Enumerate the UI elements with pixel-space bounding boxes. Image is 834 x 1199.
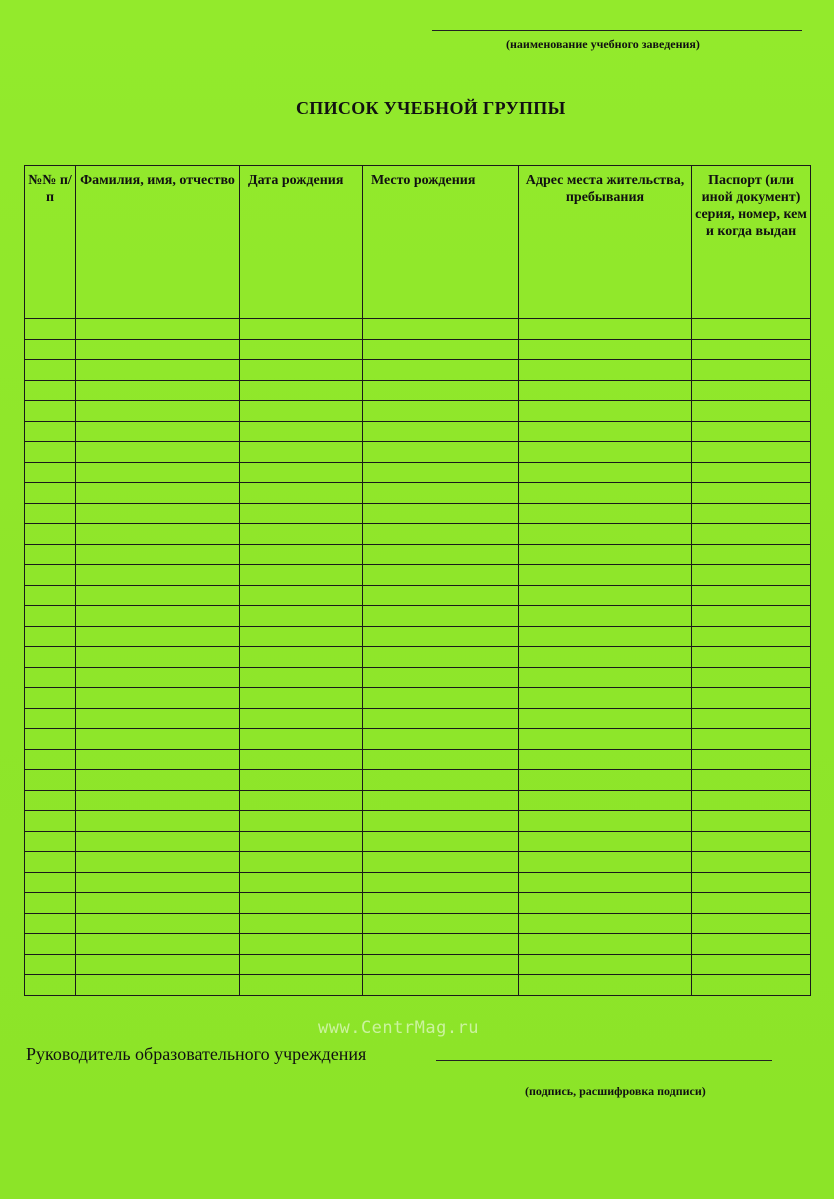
column-header-passport: Паспорт (или иной документ) серия, номер, кем и когда выдан: [692, 166, 811, 319]
table-cell[interactable]: [692, 790, 811, 811]
table-cell[interactable]: [692, 913, 811, 934]
table-cell[interactable]: [240, 893, 363, 914]
table-cell[interactable]: [519, 831, 692, 852]
table-cell[interactable]: [25, 626, 76, 647]
table-cell[interactable]: [240, 380, 363, 401]
table-cell[interactable]: [25, 811, 76, 832]
table-row: [25, 913, 811, 934]
table-cell[interactable]: [240, 360, 363, 381]
table-cell[interactable]: [76, 770, 240, 791]
table-row: [25, 708, 811, 729]
table-cell[interactable]: [25, 975, 76, 996]
table-cell[interactable]: [692, 339, 811, 360]
table-cell[interactable]: [363, 852, 519, 873]
table-cell[interactable]: [692, 708, 811, 729]
signature-line: [436, 1060, 772, 1061]
table-cell[interactable]: [363, 749, 519, 770]
table-row: [25, 339, 811, 360]
table-cell[interactable]: [240, 401, 363, 422]
table-cell[interactable]: [692, 688, 811, 709]
table-cell[interactable]: [76, 524, 240, 545]
table-cell[interactable]: [240, 688, 363, 709]
table-cell[interactable]: [25, 688, 76, 709]
table-cell[interactable]: [76, 811, 240, 832]
table-cell[interactable]: [76, 975, 240, 996]
table-cell[interactable]: [519, 647, 692, 668]
table-cell[interactable]: [519, 524, 692, 545]
table-cell[interactable]: [363, 585, 519, 606]
table-cell[interactable]: [519, 339, 692, 360]
table-cell[interactable]: [25, 708, 76, 729]
table-cell[interactable]: [692, 380, 811, 401]
table-cell[interactable]: [76, 729, 240, 750]
table-cell[interactable]: [363, 462, 519, 483]
table-cell[interactable]: [363, 954, 519, 975]
table-cell[interactable]: [363, 421, 519, 442]
table-cell[interactable]: [692, 503, 811, 524]
table-cell[interactable]: [519, 401, 692, 422]
institution-name-line: [432, 30, 802, 31]
table-row: [25, 442, 811, 463]
table-cell[interactable]: [76, 483, 240, 504]
table-cell[interactable]: [25, 729, 76, 750]
table-cell[interactable]: [519, 893, 692, 914]
table-cell[interactable]: [25, 667, 76, 688]
table-cell[interactable]: [692, 360, 811, 381]
table-cell[interactable]: [519, 503, 692, 524]
table-cell[interactable]: [25, 831, 76, 852]
table-cell[interactable]: [519, 770, 692, 791]
table-cell[interactable]: [76, 421, 240, 442]
table-cell[interactable]: [240, 975, 363, 996]
table-cell[interactable]: [25, 462, 76, 483]
table-cell[interactable]: [363, 872, 519, 893]
table-cell[interactable]: [363, 483, 519, 504]
table-cell[interactable]: [692, 811, 811, 832]
table-cell[interactable]: [692, 319, 811, 340]
table-cell[interactable]: [76, 790, 240, 811]
table-row: [25, 606, 811, 627]
table-cell[interactable]: [76, 339, 240, 360]
table-cell[interactable]: [25, 893, 76, 914]
document-title: СПИСОК УЧЕБНОЙ ГРУППЫ: [296, 98, 566, 118]
table-row: [25, 421, 811, 442]
table-cell[interactable]: [363, 319, 519, 340]
table-cell[interactable]: [25, 421, 76, 442]
table-cell[interactable]: [76, 503, 240, 524]
table-cell[interactable]: [363, 626, 519, 647]
table-cell[interactable]: [240, 442, 363, 463]
table-cell[interactable]: [363, 442, 519, 463]
table-row: [25, 975, 811, 996]
table-cell[interactable]: [25, 524, 76, 545]
table-row: [25, 770, 811, 791]
table-cell[interactable]: [363, 339, 519, 360]
table-cell[interactable]: [240, 749, 363, 770]
table-header-row: [25, 166, 811, 319]
table-row: [25, 893, 811, 914]
table-cell[interactable]: [692, 831, 811, 852]
table-cell[interactable]: [76, 380, 240, 401]
signature-label: Руководитель образовательного учреждения: [26, 1044, 367, 1064]
table-cell[interactable]: [519, 872, 692, 893]
table-cell[interactable]: [76, 647, 240, 668]
table-cell[interactable]: [692, 585, 811, 606]
table-cell[interactable]: [519, 667, 692, 688]
table-cell[interactable]: [76, 544, 240, 565]
table-cell[interactable]: [519, 975, 692, 996]
column-header-full-name: Фамилия, имя, отчество: [76, 166, 240, 319]
table-cell[interactable]: [692, 647, 811, 668]
table-cell[interactable]: [363, 667, 519, 688]
table-cell[interactable]: [363, 831, 519, 852]
table-cell[interactable]: [363, 811, 519, 832]
table-cell[interactable]: [363, 565, 519, 586]
table-cell[interactable]: [240, 544, 363, 565]
table-cell[interactable]: [240, 503, 363, 524]
table-cell[interactable]: [25, 483, 76, 504]
table-cell[interactable]: [519, 462, 692, 483]
table-cell[interactable]: [363, 380, 519, 401]
table-cell[interactable]: [519, 565, 692, 586]
watermark: www.CentrMag.ru: [318, 1018, 480, 1038]
table-cell[interactable]: [240, 913, 363, 934]
table-cell[interactable]: [240, 667, 363, 688]
table-cell[interactable]: [519, 442, 692, 463]
table-cell[interactable]: [519, 749, 692, 770]
table-row: [25, 831, 811, 852]
column-header-number: №№ п/п: [25, 166, 76, 319]
table-cell[interactable]: [25, 770, 76, 791]
table-cell[interactable]: [519, 954, 692, 975]
table-cell[interactable]: [240, 524, 363, 545]
table-cell[interactable]: [240, 811, 363, 832]
table-cell[interactable]: [240, 585, 363, 606]
table-cell[interactable]: [363, 606, 519, 627]
table-cell[interactable]: [25, 954, 76, 975]
table-cell[interactable]: [363, 360, 519, 381]
table-cell[interactable]: [76, 934, 240, 955]
table-cell[interactable]: [76, 708, 240, 729]
table-cell[interactable]: [363, 790, 519, 811]
table-cell[interactable]: [519, 934, 692, 955]
table-cell[interactable]: [692, 483, 811, 504]
table-cell[interactable]: [25, 380, 76, 401]
table-row: [25, 565, 811, 586]
table-row: [25, 954, 811, 975]
group-list-table: [24, 165, 811, 996]
table-cell[interactable]: [76, 462, 240, 483]
table-row: [25, 462, 811, 483]
table-cell[interactable]: [240, 421, 363, 442]
table-cell[interactable]: [240, 462, 363, 483]
column-header-birth-place: Место рождения: [363, 166, 519, 319]
table-cell[interactable]: [519, 483, 692, 504]
table-cell[interactable]: [519, 626, 692, 647]
table-cell[interactable]: [519, 319, 692, 340]
table-cell[interactable]: [25, 790, 76, 811]
table-cell[interactable]: [692, 606, 811, 627]
table-cell[interactable]: [519, 380, 692, 401]
table-cell[interactable]: [240, 483, 363, 504]
table-cell[interactable]: [363, 401, 519, 422]
table-cell[interactable]: [76, 606, 240, 627]
table-cell[interactable]: [240, 852, 363, 873]
table-row: [25, 360, 811, 381]
table-cell[interactable]: [240, 831, 363, 852]
table-row: [25, 626, 811, 647]
column-header-birth-date: Дата рождения: [240, 166, 363, 319]
table-row: [25, 585, 811, 606]
table-cell[interactable]: [519, 913, 692, 934]
table-cell[interactable]: [25, 585, 76, 606]
table-cell[interactable]: [25, 647, 76, 668]
table-cell[interactable]: [692, 749, 811, 770]
table-cell[interactable]: [363, 647, 519, 668]
table-cell[interactable]: [76, 401, 240, 422]
table-cell[interactable]: [519, 606, 692, 627]
table-cell[interactable]: [363, 770, 519, 791]
table-cell[interactable]: [692, 626, 811, 647]
table-cell[interactable]: [519, 360, 692, 381]
table-cell[interactable]: [76, 893, 240, 914]
table-cell[interactable]: [519, 790, 692, 811]
table-cell[interactable]: [25, 606, 76, 627]
table-cell[interactable]: [519, 688, 692, 709]
table-cell[interactable]: [76, 565, 240, 586]
table-cell[interactable]: [692, 462, 811, 483]
table-cell[interactable]: [76, 688, 240, 709]
table-cell[interactable]: [519, 585, 692, 606]
table-cell[interactable]: [25, 913, 76, 934]
table-row: [25, 401, 811, 422]
table-row: [25, 749, 811, 770]
table-cell[interactable]: [76, 626, 240, 647]
table-cell[interactable]: [25, 503, 76, 524]
table-cell[interactable]: [76, 585, 240, 606]
table-cell[interactable]: [240, 565, 363, 586]
table-row: [25, 934, 811, 955]
table-cell[interactable]: [692, 852, 811, 873]
table-cell[interactable]: [25, 852, 76, 873]
table-row: [25, 544, 811, 565]
table-cell[interactable]: [76, 360, 240, 381]
table-cell[interactable]: [692, 667, 811, 688]
table-cell[interactable]: [25, 565, 76, 586]
table-cell[interactable]: [692, 770, 811, 791]
table-cell[interactable]: [363, 975, 519, 996]
table-cell[interactable]: [692, 442, 811, 463]
table-cell[interactable]: [25, 749, 76, 770]
table-cell[interactable]: [363, 729, 519, 750]
table-cell[interactable]: [240, 934, 363, 955]
table-cell[interactable]: [519, 708, 692, 729]
table-cell[interactable]: [25, 319, 76, 340]
table-row: [25, 380, 811, 401]
institution-caption: (наименование учебного заведения): [506, 37, 700, 51]
table-cell[interactable]: [76, 852, 240, 873]
table-row: [25, 790, 811, 811]
table-cell[interactable]: [692, 954, 811, 975]
table-cell[interactable]: [25, 360, 76, 381]
table-cell[interactable]: [240, 626, 363, 647]
table-cell[interactable]: [692, 729, 811, 750]
table-cell[interactable]: [692, 872, 811, 893]
table-row: [25, 811, 811, 832]
table-cell[interactable]: [692, 544, 811, 565]
table-cell[interactable]: [240, 606, 363, 627]
table-row: [25, 852, 811, 873]
table-cell[interactable]: [76, 442, 240, 463]
table-cell[interactable]: [240, 954, 363, 975]
table-cell[interactable]: [519, 421, 692, 442]
table-cell[interactable]: [692, 893, 811, 914]
table-cell[interactable]: [519, 852, 692, 873]
table-row: [25, 688, 811, 709]
table-row: [25, 503, 811, 524]
table-cell[interactable]: [519, 811, 692, 832]
table-cell[interactable]: [692, 934, 811, 955]
table-cell[interactable]: [692, 524, 811, 545]
table-cell[interactable]: [692, 421, 811, 442]
table-cell[interactable]: [692, 401, 811, 422]
table-cell[interactable]: [76, 913, 240, 934]
table-cell[interactable]: [76, 954, 240, 975]
column-header-address: Адрес места жительства, пребывания: [519, 166, 692, 319]
table-cell[interactable]: [363, 934, 519, 955]
table-cell[interactable]: [692, 975, 811, 996]
table-cell[interactable]: [25, 401, 76, 422]
table-cell[interactable]: [519, 544, 692, 565]
table-cell[interactable]: [363, 544, 519, 565]
table-cell[interactable]: [363, 893, 519, 914]
table-cell[interactable]: [240, 729, 363, 750]
table-row: [25, 319, 811, 340]
table-body: [25, 319, 811, 996]
table-cell[interactable]: [692, 565, 811, 586]
table-cell[interactable]: [363, 503, 519, 524]
table-cell[interactable]: [240, 647, 363, 668]
table-cell[interactable]: [363, 708, 519, 729]
table-cell[interactable]: [25, 872, 76, 893]
table-cell[interactable]: [240, 339, 363, 360]
signature-caption: (подпись, расшифровка подписи): [525, 1084, 706, 1098]
table-cell[interactable]: [240, 708, 363, 729]
table-cell[interactable]: [76, 319, 240, 340]
table-row: [25, 647, 811, 668]
table-row: [25, 872, 811, 893]
table-cell[interactable]: [25, 544, 76, 565]
table-cell[interactable]: [25, 934, 76, 955]
table-cell[interactable]: [76, 749, 240, 770]
table-cell[interactable]: [240, 770, 363, 791]
table-cell[interactable]: [363, 688, 519, 709]
table-cell[interactable]: [519, 729, 692, 750]
table-cell[interactable]: [25, 442, 76, 463]
table-cell[interactable]: [76, 872, 240, 893]
table-cell[interactable]: [240, 872, 363, 893]
table-cell[interactable]: [76, 667, 240, 688]
table-cell[interactable]: [240, 319, 363, 340]
table-cell[interactable]: [25, 339, 76, 360]
table-cell[interactable]: [363, 913, 519, 934]
table-cell[interactable]: [76, 831, 240, 852]
table-row: [25, 483, 811, 504]
table-row: [25, 729, 811, 750]
table-row: [25, 524, 811, 545]
table-cell[interactable]: [240, 790, 363, 811]
table-cell[interactable]: [363, 524, 519, 545]
table-row: [25, 667, 811, 688]
